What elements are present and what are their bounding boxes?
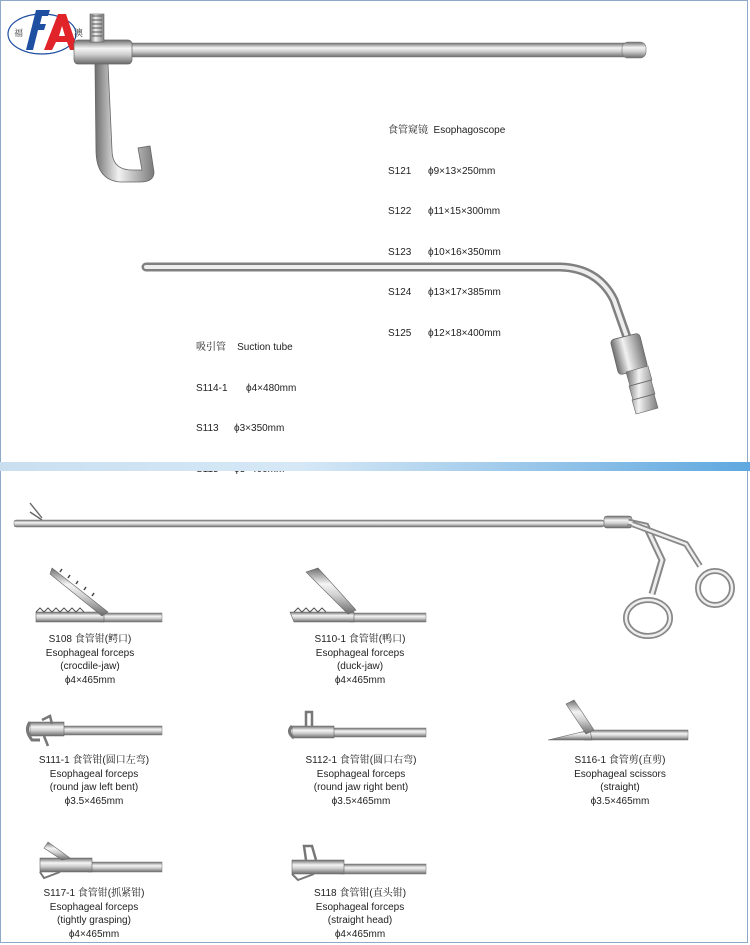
spec-row: S113 ϕ3×350mm (196, 423, 285, 434)
esophagoscope-icon (74, 14, 646, 182)
spec-row: S122 ϕ11×15×300mm (388, 206, 501, 217)
spec-row: S124 ϕ13×17×385mm (388, 287, 501, 298)
logo-char: 澳 (74, 28, 84, 38)
spec-title: 食管窥镜 Esophagoscope (388, 125, 506, 136)
scissors-straight-tip-icon (548, 700, 688, 740)
product-caption-s110-1: S110-1 食管钳(鸭口) Esophageal forceps (duck-jaw) ϕ4×465mm (314, 634, 406, 686)
spec-row: S123 ϕ10×16×350mm (388, 246, 501, 258)
esophagoscope-spec (388, 97, 505, 354)
crocodile-jaw-tip-icon (36, 568, 162, 622)
product-caption-s111-1: S111-1 食管钳(圆口左弯) Esophageal forceps (round jaw left bent) ϕ3.5×465mm (38, 755, 150, 807)
spec-row: S114-1 ϕ4×480mm (196, 382, 297, 394)
straight-head-tip-icon (292, 846, 426, 880)
tightly-grasping-tip-icon (40, 842, 162, 878)
product-caption-s117-1: S117-1 食管钳(抓紧钳) Esophageal forceps (tightly grasping) ϕ4×465mm (43, 888, 145, 940)
product-caption-s108: S108 食管钳(鳄口) Esophageal forceps (crocdile-jaw) ϕ4×465mm (45, 634, 135, 686)
round-jaw-left-bent-tip-icon (27, 716, 162, 746)
product-caption-s118: S118 食管钳(直头钳) Esophageal forceps (straight head) ϕ4×465mm (313, 888, 407, 940)
section-divider (0, 462, 750, 471)
spec-row: S125 ϕ12×18×400mm (388, 327, 501, 339)
round-jaw-right-bent-tip-icon (289, 712, 426, 738)
product-caption-s116-1: S116-1 食管剪(直剪) Esophageal scissors (straight) ϕ3.5×465mm (574, 755, 666, 807)
spec-title: 吸引管 Suction tube (196, 342, 293, 353)
spec-row: S121 ϕ9×13×250mm (388, 165, 496, 177)
product-caption-s112-1: S112-1 食管钳(圆口右弯) Esophageal forceps (round jaw right bent) ϕ3.5×465mm (305, 755, 417, 807)
duck-jaw-tip-icon (290, 568, 426, 622)
logo-char: 福 (14, 28, 24, 38)
